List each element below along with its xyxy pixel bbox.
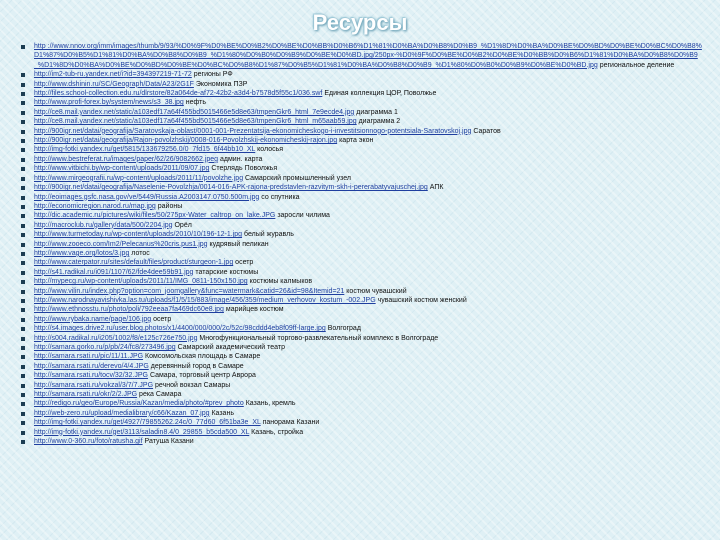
resource-link[interactable]: http://900igr.net/datai/geografija/Naselenie-Povolzhja/0014-016-APK-rajona-predstavlen-razvitym-skh-i-pererabatyvajuschej.jpg	[34, 184, 428, 192]
resource-item	[20, 371, 704, 380]
resource-link[interactable]: http://s4.images.drive2.ru/user.blog.photos/x1/4400/000/000/2c/52c/98cddd4eb8f09ff-large.jpg	[34, 325, 326, 333]
resource-link[interactable]: http://www.vage.org/lotos/3.jpg	[34, 249, 130, 257]
resource-link[interactable]: http://s41.radikal.ru/i091/1107/62/fde4dee59b91.jpg	[34, 268, 194, 276]
resource-description: Комсомольская площадь в Самаре	[145, 353, 261, 361]
resource-link[interactable]: http://samara.rsati.ru/pic/11/11.JPG	[34, 353, 144, 361]
resource-link[interactable]: http://dic.academic.ru/pictures/wiki/files/50/275px-Water_caltrop_on_lake.JPG	[34, 212, 276, 220]
resource-item	[20, 324, 704, 333]
resource-link[interactable]: http://www.zooeco.com/Im2/Pelecanus%20cris.pus1.jpg	[34, 240, 208, 248]
resource-link[interactable]: http://www.narodnayavishivka.las.tu/uploads/f1/5/15/883/image/456/359/medium_verhovov_kostum_-002.JPG	[34, 296, 376, 304]
resource-item	[20, 164, 704, 173]
resource-link[interactable]: http://www.rybaka.name/page/106.jpg	[34, 315, 152, 323]
resource-description: белый журавль	[244, 231, 294, 239]
resource-description: река Самара	[139, 391, 182, 399]
resource-description: деревянный город в Самаре	[150, 362, 244, 370]
resource-item	[20, 390, 704, 399]
resource-item	[20, 202, 704, 211]
resource-item	[20, 296, 704, 305]
resource-link[interactable]: http://web-zero.ru/upload/medialibrary/c66/Kazan_07.jpg	[34, 409, 210, 417]
resource-description: со спутника	[261, 193, 300, 201]
resource-link[interactable]: http://samara.rsati.ru/derevo/4/4.JPG	[34, 362, 149, 370]
resource-description: панорама Казани	[262, 419, 320, 427]
resource-link[interactable]: http://s004.radikal.ru/i205/1002/f8/e125c726e750.jpg	[34, 334, 198, 342]
resource-link[interactable]: http://900igr.net/datai/geografija/Rajon-povolzhskij/0008-016-Povolzhskij-ekonomicheskij-rajon.jpg	[34, 137, 338, 145]
resource-link[interactable]: http://www.vitbichi.by/wp-content/uploads/2011/09/07.jpg	[34, 165, 210, 173]
resource-item	[20, 155, 704, 164]
resource-item	[20, 258, 704, 267]
resource-item	[20, 268, 704, 277]
resource-link[interactable]: http://economicregion.narod.ru/map.jpg	[34, 202, 156, 210]
resource-link[interactable]: http://img-fotki.yandex.ru/get/4927/79855262.24c/0_77d60_6f51ba3e_XL	[34, 419, 261, 427]
resource-item	[20, 127, 704, 136]
resource-link[interactable]: http://samara.rsati.ru/okr/2/2.JPG	[34, 391, 138, 399]
resource-description: карта экон	[339, 137, 374, 145]
resource-description: Многофункциональный торгово-развлекательный комплекс в Волгограде	[199, 334, 439, 342]
resource-description: осетр	[153, 315, 172, 323]
resource-link[interactable]: http://www.0-360.ru/foto/ratusha.gif	[34, 438, 143, 446]
resource-link[interactable]: http://www.bestreferat.ru/images/paper/62/26/9082662.jpeg	[34, 155, 219, 163]
resource-item	[20, 136, 704, 145]
resource-item	[20, 193, 704, 202]
resource-item	[20, 418, 704, 427]
resource-link[interactable]: http://eoimages.gsfc.nasa.gov/ve/5449/Russia.A2003147.0750.500m.jpg	[34, 193, 260, 201]
resource-item	[20, 315, 704, 324]
page-title: Ресурсы	[312, 10, 408, 35]
resource-description: Саратов	[473, 127, 501, 135]
resource-item	[20, 145, 704, 154]
resource-description: речной вокзал Самары	[155, 381, 231, 389]
resource-link[interactable]: http://samara.gorko.ru/p/pb/24/fc8/273496.jpg	[34, 344, 176, 351]
resource-description: татарские костюмы	[195, 268, 259, 276]
resource-description: Единая коллекция ЦОР, Поволжье	[324, 90, 437, 98]
resource-description: районы	[157, 202, 183, 210]
resource-item	[20, 287, 704, 296]
resource-description: нефть	[185, 99, 206, 107]
resource-item	[20, 428, 704, 437]
resource-item	[20, 249, 704, 258]
resource-link[interactable]: http://img-fotki.yandex.ru/get/5815/133679256.0/0_7fd15_6f44bb10_XL	[34, 146, 256, 154]
resource-item	[20, 108, 704, 117]
resource-list	[20, 42, 704, 446]
resource-description: Ратуша Казани	[144, 438, 194, 446]
resource-link[interactable]: http://redigo.ru/geo/Europe/Russia/Kazan/media/photo/#prev_photo	[34, 400, 244, 408]
resource-description: лотос	[131, 249, 150, 257]
resource-item	[20, 437, 704, 446]
resource-description: Стерлядь Поволжья	[211, 165, 278, 173]
resource-description: Казань	[211, 409, 234, 417]
resource-link[interactable]: http://www.caterpator.ru/sites/default/files/product/sturgeon-1.jpg	[34, 259, 234, 267]
resource-item	[20, 117, 704, 126]
resource-link[interactable]: http://www.vilin.ru/index.php?option=com_joomgallery&func=watermark&catid=26&id=98&Itemid=21	[34, 287, 345, 295]
resource-item	[20, 334, 704, 343]
resource-description: диаграмма 2	[358, 118, 401, 126]
resource-description: осетр	[235, 259, 254, 267]
resource-link[interactable]: http://macroclub.ru/gallery/data/500/2204.jpg	[34, 221, 173, 229]
resource-item	[20, 98, 704, 107]
resource-item	[20, 211, 704, 220]
resource-description: диаграмма 1	[356, 108, 398, 116]
resource-link[interactable]: http://www.turmetoday.ru/wp-content/uploads/2010/10/196-12-1.jpg	[34, 231, 243, 239]
resource-link[interactable]: http://mypecg.ru/wp-content/uploads/2011/11/IMG_0811-150x150.jpg	[34, 278, 248, 286]
resource-item	[20, 305, 704, 314]
resource-item	[20, 42, 704, 70]
resource-link[interactable]: http ://www.nnov.org/imm/images/thumb/9/93/%D0%9F%D0%BE%D0%B2%D0%BE%D0%BB%D0%B6%D1%81%D0%BA%D0%B8%D0%B9_%D1%8D%D0%BA%D0%BE%D0%BD%D0%BE%D0%BC%D0%B8%D1%87%D0%B5%D1%81%D0%BA%D0%B8%D0%B9_%D1%80%D0%B0%D0%B9%D0%BE%D0%BD.jpg/250px-%D0%9F%D0%BE%D0%B2%D0%BE%D0%BB%D0%B6%D1%81%D0%BA%D0%B8%D0%B9_%D1%8D%D0%BA%D0%BE%D0%BD%D0%BE%D0%BC%D0%B8%D1%87%D0%B5%D1%81%D0%BA%D0%B8%D0%B9_%D1%80%D0%B0%D0%B9%D0%BE%D0%BD.jpg	[34, 43, 702, 69]
resource-description: регионы РФ	[193, 71, 233, 79]
resource-item	[20, 409, 704, 418]
resource-description: марийцев костюм	[225, 306, 284, 314]
resource-item	[20, 221, 704, 230]
resource-link[interactable]: http://samara.rsati.ru/tocv/32/32.JPG	[34, 372, 148, 380]
resource-description: Самарский промышленный узел	[245, 174, 352, 182]
resource-link[interactable]: http://900igr.net/datai/geografija/Saratovskaja-oblast/0001-001-Prezentatsija-ekonomicheskogo-i-investitsionnogo-potentsiala-Saratovskoj.jpg	[34, 127, 472, 135]
resource-description: Волгоград	[327, 325, 361, 333]
resource-description: админ. карта	[220, 155, 263, 163]
resource-link[interactable]: http://im2-tub-ru.yandex.net/i?id=394397219-71-72	[34, 71, 192, 79]
resource-item	[20, 240, 704, 249]
resource-description: костюмы калмыков	[249, 278, 313, 286]
resource-description: колосья	[257, 146, 284, 154]
resource-description: заросли чилима	[277, 212, 330, 220]
resource-link[interactable]: http://samara.rsati.ru/vokzal/3/7/7.JPG	[34, 381, 154, 389]
resource-item	[20, 230, 704, 239]
resource-description: Экономика ПЗР	[195, 80, 248, 88]
resource-description: региональное деление	[599, 61, 675, 69]
resource-item	[20, 174, 704, 183]
resource-description: Казань, кремль	[245, 400, 296, 408]
resource-description: костюм чувашский	[346, 287, 407, 295]
resource-item	[20, 80, 704, 89]
resource-item	[20, 70, 704, 79]
resource-item	[20, 343, 704, 352]
resource-item	[20, 89, 704, 98]
resource-item	[20, 183, 704, 192]
resource-item	[20, 381, 704, 390]
resource-link[interactable]: http://www.dshinin.ru/SC/Geograph/Data/A23/2G1F	[34, 80, 194, 88]
resource-link[interactable]: http://ce8.mail.yandex.net/static/a103edf17a64f455bd5015466e5d8e63/tmpenGkr6_html_m65aab59.jpg	[34, 118, 357, 126]
resource-item	[20, 352, 704, 361]
resource-item	[20, 399, 704, 408]
resource-description: Самарский академический театр	[177, 344, 285, 351]
resource-description: Орёл	[174, 221, 192, 229]
resource-link[interactable]: http://www.mirgeografii.ru/wp-content/uploads/2011/11/povolzhe.jpg	[34, 174, 244, 182]
resource-link[interactable]: http://files.school-collection.edu.ru/dlrstore/82a064de-af72-42b2-a3d4-b7578d5f55c1/036.swf	[34, 90, 323, 98]
resource-description: Самара, торговый центр Аврора	[149, 372, 256, 380]
resource-link[interactable]: http://www.ethnosstu.ru/photo/poli/792eeaa7fa469dc60e8.jpg	[34, 306, 224, 314]
resource-link[interactable]: http://ce8.mail.yandex.net/static/a103edf17a64f455bd5015466e5d8e63/tmpenGkr6_html_7e9ecde4.jpg	[34, 108, 355, 116]
resource-item	[20, 277, 704, 286]
resource-item	[20, 362, 704, 371]
resource-link[interactable]: http://www.profi-forex.by/system/news/s3_38.jpg	[34, 99, 184, 107]
resource-description: чувашский костюм женский	[377, 296, 467, 304]
resource-description: кудрявый пеликан	[209, 240, 269, 248]
resource-description: АПК	[429, 184, 444, 192]
resource-link[interactable]: http://img-fotki.yandex.ru/get/3113/saladin8.4/0_29855_b5cda500_XL	[34, 428, 250, 436]
resource-description: Казань, стройка	[251, 428, 304, 436]
